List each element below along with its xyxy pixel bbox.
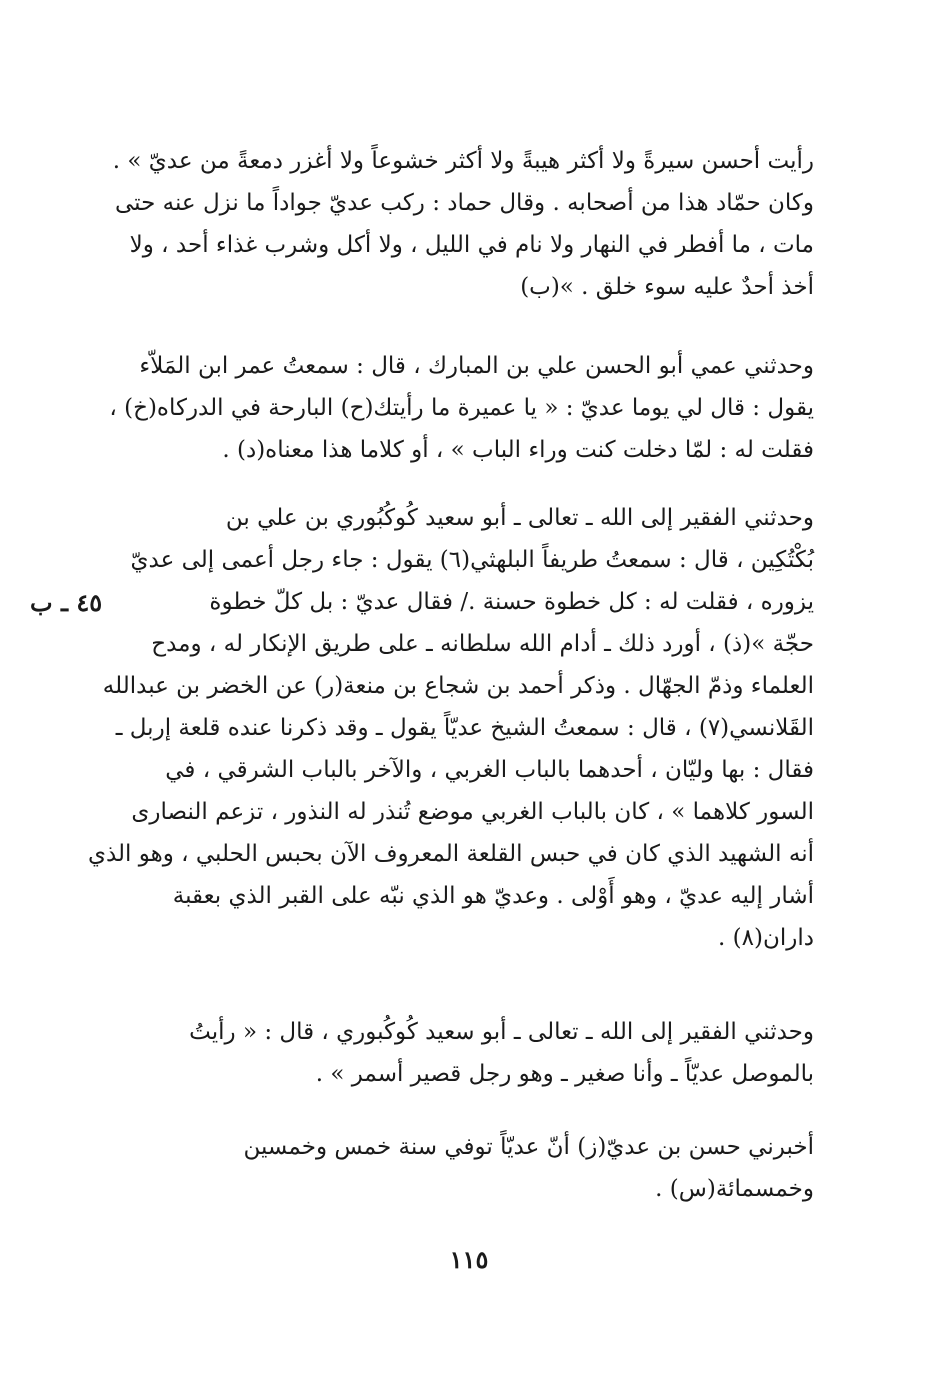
text-line: بالموصل عديّاً ـ وأنا صغير ـ وهو رجل قصير أسمر » . (315, 1061, 814, 1087)
text-line: وحدثني عمي أبو الحسن علي بن المبارك ، قال : سمعتُ عمر ابن المَلاّء (139, 353, 814, 379)
text-line: وخمسمائة(س) . (655, 1176, 814, 1202)
text-line: أنه الشهيد الذي كان في حبس القلعة المعروف الآن بحبس الحلبي ، وهو الذي (87, 841, 814, 867)
margin-folio-note: ٤٥ ـ ب (30, 588, 103, 617)
text-line: وكان حمّاد هذا من أصحابه . وقال حماد : ركب عديّ جواداً ما نزل عنه حتى (115, 190, 814, 216)
text-line: وحدثني الفقير إلى الله ـ تعالى ـ أبو سعيد كُوكُبوري ، قال : « رأيتُ (189, 1019, 814, 1045)
text-line: بُكْتُكِين ، قال : سمعتُ طريفاً البلهثي(٦) يقول : جاء رجل أعمى إلى عديّ (130, 547, 814, 573)
text-line: فقلت له : لمّا دخلت كنت وراء الباب » ، أو كلاما هذا معناه(د) . (222, 437, 814, 463)
text-line: أخذ أحدٌ عليه سوء خلق . »(ب) (520, 274, 814, 300)
text-line: العلماء وذمّ الجهّال . وذكر أحمد بن شجاع بن منعة(ر) عن الخضر بن عبدالله (102, 673, 814, 699)
text-line: السور كلاهما » ، كان بالباب الغربي موضع تُنذر له النذور ، تزعم النصارى (131, 799, 814, 825)
text-line: القَلانسي(٧) ، قال : سمعتُ الشيخ عديّاً يقول ـ وقد ذكرنا عنده قلعة إربل ـ (115, 715, 814, 741)
paragraph-1 (112, 140, 814, 308)
text-line: حجّة »(ذ) ، أورد ذلك ـ أدام الله سلطانه ـ على طريق الإنكار له ، ومدح (151, 631, 814, 657)
paragraph-4 (138, 1011, 814, 1095)
text-line: يقول : قال لي يوما عديّ : « يا عميرة ما رأيتك(ح) البارحة في الدركاه(خ) ، (109, 395, 814, 421)
text-line: أشار إليه عديّ ، وهو أَوْلى . وعديّ هو الذي نبّه على القبر الذي بعقبة (172, 883, 814, 909)
paragraph-2 (109, 345, 814, 471)
text-line: مات ، ما أفطر في النهار ولا نام في الليل ، ولا أكل وشرب غذاء أحد ، ولا (129, 232, 814, 258)
text-line: وحدثني الفقير إلى الله ـ تعالى ـ أبو سعيد كُوكُبُوري بن علي بن (225, 505, 814, 531)
text-line: فقال : بها وليّان ، أحدهما بالباب الغربي ، والآخر بالباب الشرقي ، في (165, 757, 814, 783)
text-line: أخبرني حسن بن عديّ(ز) أنّ عديّاً توفي سنة خمس وخمسين (243, 1134, 814, 1160)
paragraph-5 (138, 1126, 814, 1210)
text-line: رأيت أحسن سيرةً ولا أكثر هيبةً ولا أكثر خشوعاً ولا أغزر دمعةً من عديّ » . (112, 148, 814, 174)
page-number: ١١٥ (449, 1245, 489, 1274)
paragraph-3 (87, 497, 814, 959)
text-line: يزوره ، فقلت له : كل خطوة حسنة ./ فقال عديّ : بل كلّ خطوة (209, 589, 814, 615)
text-line: داران(٨) . (718, 925, 814, 951)
